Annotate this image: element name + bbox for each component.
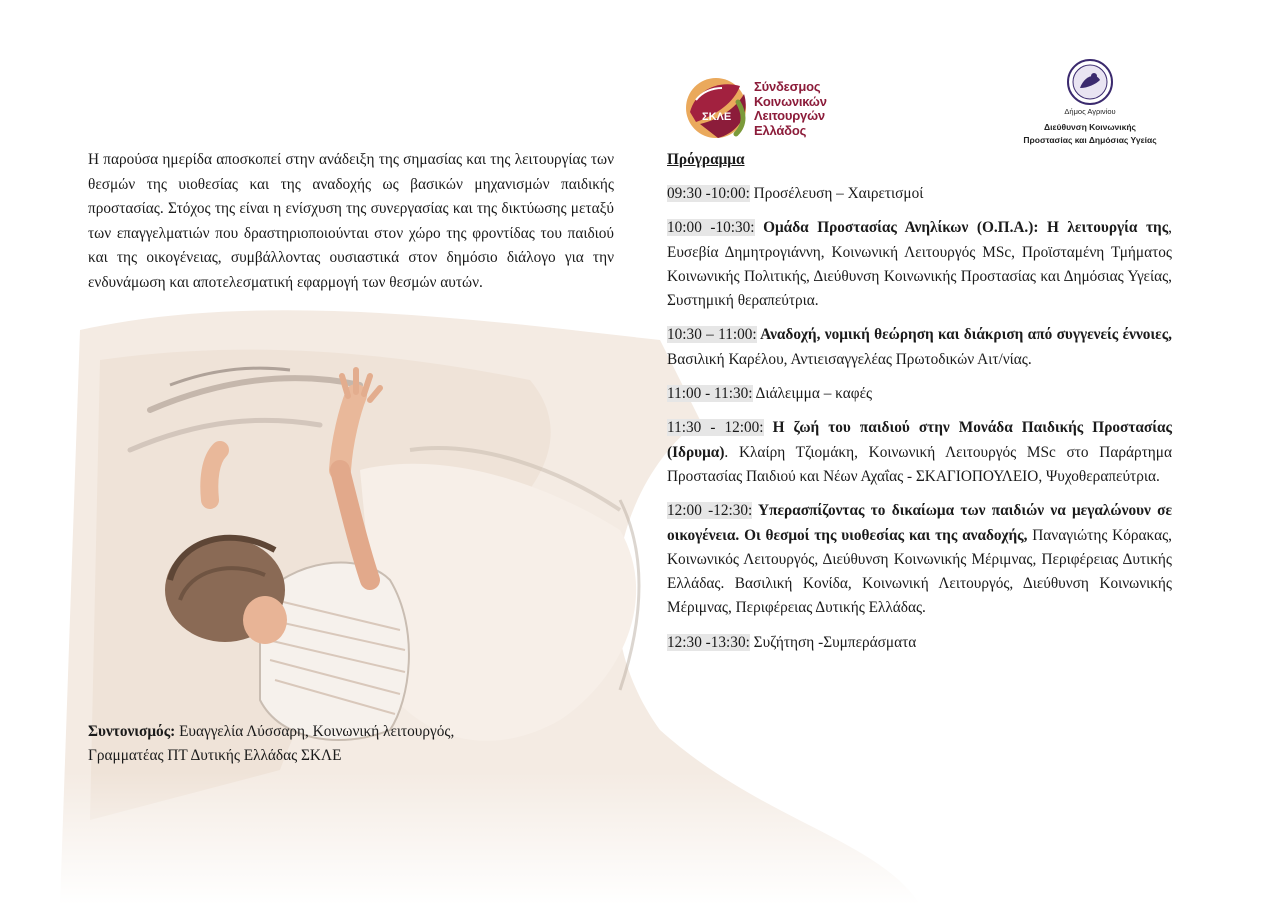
program-item	[667, 382, 1172, 406]
program-item	[667, 182, 1172, 206]
program-item	[667, 631, 1172, 655]
program-item	[667, 216, 1172, 313]
program-item-title: Ομάδα Προστασίας Ανηλίκων (Ο.Π.Α.): Η λειτουργία της	[754, 219, 1169, 237]
program-item-text: Διάλειμμα – καφές	[752, 385, 873, 403]
program-item	[667, 499, 1172, 620]
coordination-label: Συντονισμός:	[88, 723, 176, 740]
coordination-text: Γραμματέας ΠΤ Δυτικής Ελλάδας ΣΚΛΕ	[88, 747, 342, 764]
program-item-time: 11:30 - 12:00:	[667, 419, 764, 437]
skle-logo-badge: ΣΚΛΕ	[702, 111, 732, 123]
program-item-text: Συζήτηση -Συμπεράσματα	[749, 633, 917, 651]
coordination-text: Ευαγγελία Λύσσαρη, Κοινωνική λειτουργός,	[175, 723, 455, 740]
program-item-text: , Ευσεβία Δημητρογιάννη, Κοινωνική Λειτουργός MSc, Προϊσταμένη Τμήματος Κοινωνικής Πολιτικής, Διεύθυνση Κοινωνικής Προστασίας και Δημόσιας Υγείας, Συστημική θεραπεύτρια.	[667, 219, 1172, 310]
directorate-line: Διεύθυνση Κοινωνικής	[1044, 122, 1136, 132]
skle-name-line: Κοινωνικών	[754, 93, 827, 109]
directorate-name	[1010, 121, 1170, 147]
program-item-text: Προσέλευση – Χαιρετισμοί	[749, 185, 924, 202]
program-item-title: Αναδοχή, νομική θεώρηση και διάκριση από συγγενείς έννοιες,	[756, 326, 1172, 344]
program-item-time: 12:00 -12:30:	[667, 502, 753, 520]
program-item-time: 10:30 – 11:00:	[667, 326, 757, 344]
program-item	[667, 416, 1172, 489]
program-title: Πρόγραμμα	[667, 151, 745, 168]
program-item-time: 12:30 -13:30:	[667, 633, 750, 651]
municipality-seal-icon	[1066, 58, 1114, 106]
municipality-name: Δήμος Αγρινίου	[1064, 107, 1116, 116]
program-item-text: Βασιλική Καρέλου, Αντιεισαγγελέας Πρωτοδικών Αιτ/νίας.	[667, 350, 1032, 368]
program-section	[667, 148, 1172, 665]
program-item-time: 10:00 -10:30:	[667, 219, 755, 237]
skle-name-line: Λειτουργών	[754, 108, 825, 123]
skle-name-line: Σύνδεσμος	[754, 79, 821, 94]
intro-section	[88, 148, 614, 296]
program-item-time: 11:00 - 11:30:	[667, 385, 753, 403]
skle-name-line: Ελλάδος	[754, 122, 807, 138]
program-item-title: Υπερασπίζοντας το δικαίωμα των παιδιών να μεγαλώνουν σε οικογένεια. Οι θεσμοί της υιοθεσίας και της αναδοχής,	[667, 502, 1172, 544]
program-item-title: Η ζωή του παιδιού στην Μονάδα Παιδικής Προστασίας (Ιδρυμα)	[667, 419, 1172, 461]
skle-name	[754, 80, 827, 138]
program-item-text: Παναγιώτης Κόρακας, Κοινωνικός Λειτουργός, Διεύθυνση Κοινωνικής Μέριμνας, Περιφέρειας Δυτικής Ελλάδας. Βασιλική Κονίδα, Κοινωνική Λειτουργός, Διεύθυνση Κοινωνικής Μέριμνας, Περιφέρειας Δυτικής Ελλάδας.	[667, 526, 1172, 617]
coordination-section	[88, 720, 628, 768]
program-item-time: 09:30 -10:00:	[667, 185, 750, 202]
intro-paragraph: Η παρούσα ημερίδα αποσκοπεί στην ανάδειξη της σημασίας και της λειτουργίας των θεσμών της υιοθεσίας και της αναδοχής ως βασικών μηχανισμών παιδικής προστασίας. Στόχος της είναι η ενίσχυση της συνεργασίας και της δικτύωσης μεταξύ των επαγγελματιών που δραστηριοποιούνται στον χώρο της φροντίδας του παιδιού και της οικογένειας, συμβάλλοντας ουσιαστικά στον δημόσιο διάλογο για την ενδυνάμωση και αποτελεσματική εφαρμογή των θεσμών αυτών.	[88, 151, 614, 291]
directorate-line: Προστασίας και Δημόσιας Υγείας	[1023, 135, 1157, 145]
program-item	[667, 323, 1172, 372]
program-item-text: . Κλαίρη Τζιομάκη, Κοινωνική Λειτουργός MSc στο Παράρτημα Προστασίας Παιδιού και Νέων Αχαΐας - ΣΚΑΓΙΟΠΟΥΛΕΙΟ, Ψυχοθεραπεύτρια.	[667, 443, 1172, 485]
municipality-block	[1010, 58, 1170, 147]
